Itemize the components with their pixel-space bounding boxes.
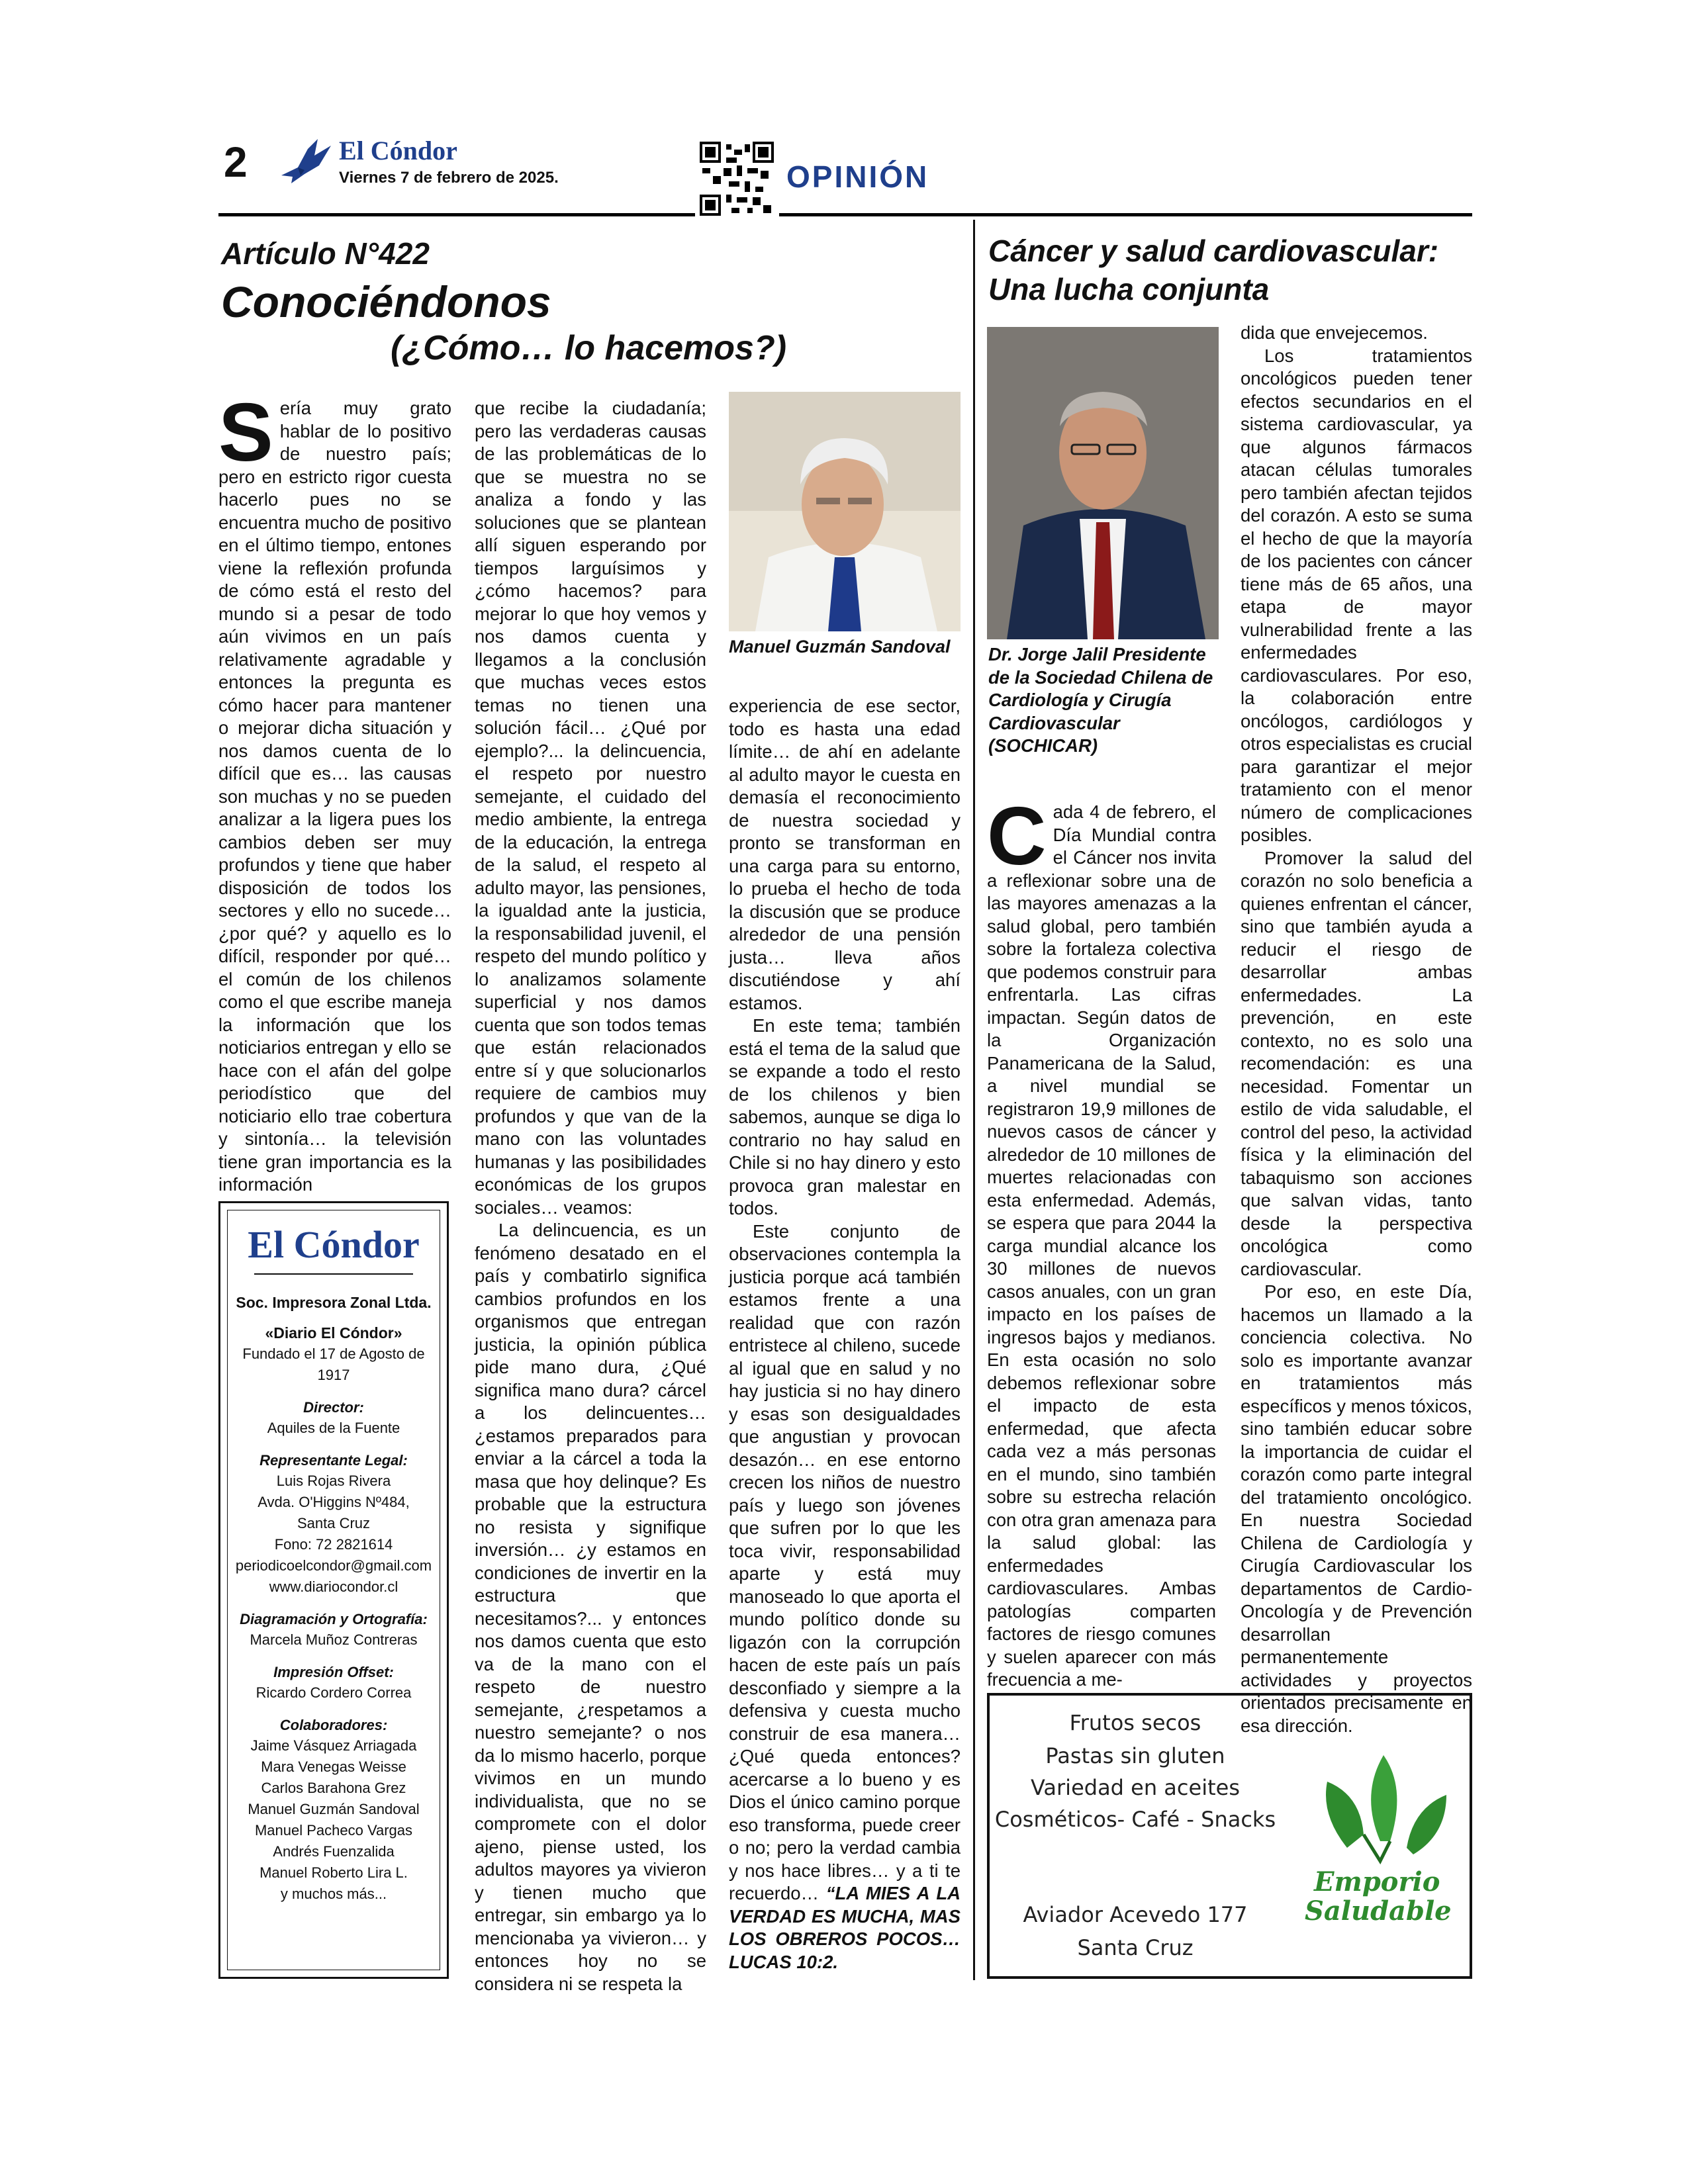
email-link[interactable]: periodicoelcondor@gmail.com [235,1557,432,1574]
green-leaves-icon [1307,1742,1453,1868]
article-column [218,387,451,1197]
collaborator: Andrés Fuenzalida [273,1843,395,1860]
paragraph: Por eso, en este Día, hacemos un llamado a la conciencia colectiva. No solo es importante avanzar en tratamientos más específicos y menos tóxicos, sino también educar sobre la importancia de cuidar el corazón como parte integral del tratamiento oncológico. En nuestra Sociedad Chilena de Cardiología y Cirugía Cardiovascular los departamentos de Cardio-Oncología y de Prevención desarrollan permanentemente actividades y proyectos orientados precisamente en esa dirección. [1241,1281,1473,1736]
article-column [1241,322,1473,1736]
credits-box [218,1201,449,1979]
paragraph-text: Este conjunto de observaciones contempla la justicia porque acá también estamos frente a una realidad que con razón entristece al chileno, sucede al igual que en salud y no hay justicia si no hay dinero y esas son desigualdades que angustian y provocan desazón… en ese entorno crecen los niños de nuestro país y luego son jóvenes que sufren por lo que les toca vivir, responsabilidad aparte y está muy manoseado lo que aporta el mundo político donde su ligazón con la corrupción hacen de este país un país desconfiado y siempre a la defensiva y cuesta mucho construir de esa manera… ¿Qué queda entonces? acercarse a lo bueno y es Dios el único camino porque eso transforma, puede creer o no; pero la verdad cambia y nos hace libres… y a ti te recuerdo… [729,1220,961,1903]
article-column [987,791,1216,1690]
paper-name: «Diario El Cóndor» [265,1324,402,1342]
article-title: Una lucha conjunta [988,272,1270,306]
article-column [729,695,961,1979]
page-number: 2 [224,138,248,186]
photo-caption: Manuel Guzmán Sandoval [729,637,951,657]
address-line: Santa Cruz [297,1515,371,1531]
article-subtitle: (¿Cómo… lo hacemos?) [391,329,787,367]
collaborator: Manuel Roberto Lira L. [259,1864,408,1881]
ad-line: Cosméticos- Café - Snacks [994,1807,1276,1832]
address-line: Avda. O'Higgins Nº484, [258,1494,410,1510]
drop-cap: S [218,387,273,478]
layout-label: Diagramación y Ortografía: [240,1611,428,1627]
credits-logo: El Cóndor [248,1223,420,1266]
paragraph: ería muy grato hablar de lo positivo de nuestro país; pero en estricto rigor cuesta hacerlo pues no se encuentra mucho de positivo en el último tiempo, entones viene la reflexión profunda de cómo está el resto del mundo si a pesar de todo aún vivimos en un país relativamente agradable y entonces la pregunta es cómo hacer para mantener o mejorar dicha situación y nos damos cuenta de lo difícil que es… las causas son muchas y no se pueden analizar a la ligera pues los cambios deben ser muy profundos y tiene que haber disposición de todos los sectores y ello no sucede… ¿por qué? y aquello es lo difícil, responder por qué… el común de los chilenos como el que escribe maneja la información que los noticiarios entregan y ello se hace con el afán del golpe periodístico que del noticiario ello trae cobertura y sintonía… la televisión tiene gran importancia es la información [218,398,451,1195]
article-title: Cáncer y salud cardiovascular: [988,234,1439,268]
paragraph: experiencia de ese sector, todo es hasta una edad límite… de ahí en adelante al adulto mayor le cuesta en demasía el reconocimiento de nuestra sociedad y pronto se transforman en una carga para su entorno, lo prueba el hecho de toda la discusión que se produce alrededor de una pensión justa… lleva años discutiéndose y ahí estamos. [729,696,961,1013]
collaborator: y muchos más... [280,1886,387,1902]
founded-date: Fundado el 17 de Agosto de 1917 [242,1345,425,1383]
ad-city: Santa Cruz [1077,1935,1194,1960]
collaborators-label: Colaboradores: [279,1717,388,1733]
ad-address: Aviador Acevedo 177 [1023,1902,1248,1927]
paragraph: Los tratamientos oncológicos pueden tener efectos secundarios en el sistema cardiovascular, ya que algunos fármacos atacan células tumorales pero también afectan tejidos del corazón. A esto se suma el hecho de que la mayoría de los pacientes con cáncer tiene más de 65 años, una etapa de mayor vulnerabilidad frente a las enfermedades cardiovasculares. Por eso, la colaboración entre oncólogos, cardiólogos y otros especialistas es crucial para garantizar el mejor tratamiento con el menor número de complicaciones posibles. [1241,345,1473,845]
legal-name: Luis Rojas Rivera [276,1473,391,1489]
phone: Fono: 72 2821614 [274,1536,393,1553]
header-rule [218,213,695,216]
ad-brand: Emporio [1314,1866,1440,1897]
ad-line: Variedad en aceites [1031,1775,1240,1800]
collaborator: Manuel Guzmán Sandoval [248,1801,420,1817]
paragraph: ada 4 de febrero, el Día Mundial contra el Cáncer nos invita a reflexionar sobre una de las mayores amenazas a la salud global, pero también sobre la fortaleza colectiva que podemos construir para enfrentarla. Las cifras impactan. Según datos de la Organización Panamericana de la Salud, a nivel mundial se registraron 19,9 millones de nuevos casos de cáncer y alrededor de 10 millones de muertes relacionadas con esta enfermedad. Además, se espera que para 2044 la carga mundial alcance los 30 millones de nuevos casos anuales, con un gran impacto en los países de ingresos bajos y medianos. En esta ocasión no solo debemos reflexionar sobre el impacto de esta enfermedad, que afecta cada vez a más personas en el mundo, sino también sobre su estrecha relación con otra gran amenaza para la salud global: las enfermedades cardiovasculares. Ambas patologías comparten factores de riesgo comunes y suelen aparecer con más frecuencia a me- [987,801,1216,1690]
layout-name: Marcela Muñoz Contreras [250,1631,418,1648]
article-title: Conociéndonos [221,277,551,326]
print-label: Impresión Offset: [273,1664,394,1680]
issue-date: Viernes 7 de febrero de 2025. [339,169,559,187]
company-name: Soc. Impresora Zonal Ltda. [236,1294,432,1311]
condor-bird-icon [278,136,338,189]
ad-line: Pastas sin gluten [1045,1743,1225,1768]
closing-quote: “LA MIES A LA VERDAD ES MUCHA, MAS LOS OBREROS POCOS… LUCAS 10:2. [729,1883,961,1972]
website-link[interactable]: www.diariocondor.cl [269,1578,399,1595]
credits-inner-frame [227,1210,440,1970]
director-label: Director: [303,1399,364,1416]
header-rule [779,213,1472,216]
column-divider [973,220,975,1980]
paragraph: que recibe la ciudadanía; pero las verdaderas causas de las problemáticas de lo que se muestra no se analiza a fondo y las soluciones que se plantean allí siguen esperando por tiempos larguísimos y ¿cómo hacemos? para mejorar lo que hoy vemos y nos damos cuenta y llegamos a la conclusión que muchas veces estos temas no tienen una solución fácil… ¿Qué por ejemplo?... la delincuencia, el respeto por nuestro semejante, el cuidado del medio ambiente, la entrega de la educación, la entrega de la salud, el respeto al adulto mayor, las pensiones, la igualdad ante la justicia, la responsabilidad juvenil, el respeto del mundo político y lo analizamos solamente superficial y nos damos cuenta que son todos temas que están relacionados entre sí y que solucionarlos requiere de cambios muy profundos y que van de la mano con las voluntades humanas y las posibilidades económicas de los grupos sociales… veamos: [475,398,706,1218]
divider [254,1273,413,1275]
drop-cap: C [987,791,1047,882]
article-column [475,397,706,1994]
paragraph: dida que envejecemos. [1241,322,1428,343]
collaborator: Carlos Barahona Grez [261,1780,406,1796]
masthead: El Cóndor [339,136,457,165]
paragraph: En este tema; también está el tema de la salud que se expande a todo el resto de los chilenos y bien sabemos, aunque se diga lo contrario no hay salud en Chile si no hay dinero y esto provoca gran malestar en todos. [729,1015,961,1218]
collaborator: Jaime Vásquez Arriagada [250,1737,417,1754]
section-title: OPINIÓN [786,159,929,194]
ad-line: Frutos secos [1069,1710,1201,1735]
paragraph: La delincuencia, es un fenómeno desatado en el país y combatirlo significa cambios profundos en los organismos que entregan justicia, la opinión pública pide mano dura, ¿Qué significa mano dura? cárcel a los delincuentes… ¿estamos preparados para enviar a la cárcel a toda la masa que hoy delinque? Es probable que la estructura no resista y signifique inversión… ¿y estamos en condiciones de invertir en la estructura que necesitamos?... y entonces nos damos cuenta que esto va de la mano con el respeto de nuestro semejante, ¿respetamos a nuestro semejante? o nos da lo mismo hacerlo, porque vivimos en un mundo individualista, que no se compromete con el dolor ajeno, piense usted, los adultos mayores ya vivieron y tienen mucho que entregar, sin embargo ya lo mencionaba ya vivieron… y entonces hoy no se considera ni se respeta la [475,1220,706,1994]
ad-brand: Saludable [1305,1895,1452,1927]
print-name: Ricardo Cordero Correa [256,1684,412,1701]
director-name: Aquiles de la Fuente [267,1420,400,1436]
collaborator: Manuel Pacheco Vargas [254,1822,413,1839]
author-photo [729,392,961,631]
photo-caption: Dr. Jorge Jalil Presidente de la Sociedad Chilena de Cardiología y Cirugía Cardiovascular (SOCHICAR) [988,644,1213,756]
doctor-photo [987,327,1219,639]
paragraph: Promover la salud del corazón no solo beneficia a quienes enfrentan el cáncer, sino que también ayuda a reducir el riesgo de desarrollar ambas enfermedades. La prevención, en este contexto, no es solo una recomendación: es una necesidad. Fomentar un estilo de vida saludable, el control del peso, la actividad física y la eliminación del tabaquismo son acciones que salvan vidas, tanto desde la perspectiva oncológica como cardiovascular. [1241,847,1472,1279]
qr-code-icon[interactable] [700,142,774,216]
collaborator: Mara Venegas Weisse [261,1758,406,1775]
advertisement[interactable] [987,1693,1472,1979]
legal-label: Representante Legal: [259,1452,408,1469]
article-number: Artículo N°422 [221,236,430,271]
paragraph [729,1220,961,1974]
